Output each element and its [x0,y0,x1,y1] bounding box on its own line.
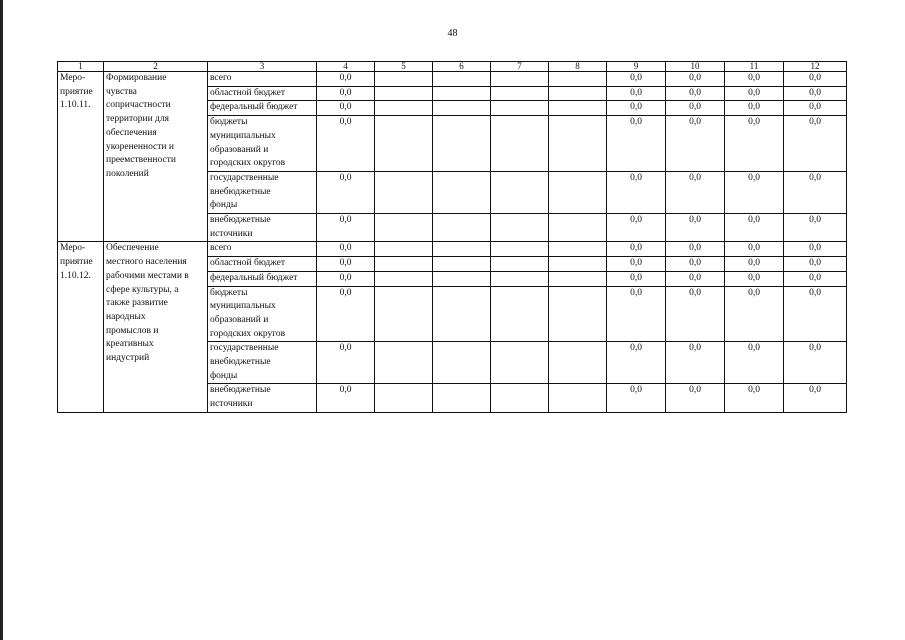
value-cell: 0,0 [607,257,666,272]
value-cell: 0,0 [725,214,784,242]
value-cell [549,214,607,242]
column-number: 5 [375,62,433,72]
value-cell [549,86,607,101]
value-cell: 0,0 [317,72,375,87]
column-number: 7 [491,62,549,72]
value-cell [375,86,433,101]
column-number: 10 [666,62,725,72]
value-cell [549,286,607,342]
table-row [58,72,847,87]
value-cell: 0,0 [317,171,375,213]
value-cell: 0,0 [666,72,725,87]
value-cell: 0,0 [725,384,784,412]
value-cell [433,271,491,286]
value-cell [375,116,433,172]
value-cell: 0,0 [317,342,375,384]
value-cell: 0,0 [666,86,725,101]
page-number: 48 [447,28,458,39]
value-cell: 0,0 [725,257,784,272]
value-cell [491,72,549,87]
value-cell [491,214,549,242]
value-cell: 0,0 [725,286,784,342]
value-cell: 0,0 [666,257,725,272]
value-cell [549,242,607,257]
value-cell: 0,0 [784,101,847,116]
column-number: 8 [549,62,607,72]
funding-source: федеральный бюджет [208,271,317,286]
value-cell [549,171,607,213]
funding-source: всего [208,72,317,87]
budget-table [57,61,847,413]
value-cell: 0,0 [725,171,784,213]
value-cell: 0,0 [607,72,666,87]
value-cell: 0,0 [784,86,847,101]
value-cell: 0,0 [317,214,375,242]
value-cell [549,342,607,384]
value-cell [491,101,549,116]
value-cell: 0,0 [784,242,847,257]
value-cell: 0,0 [784,286,847,342]
value-cell [433,72,491,87]
value-cell [433,214,491,242]
value-cell: 0,0 [607,242,666,257]
value-cell [433,384,491,412]
value-cell [549,257,607,272]
column-number: 2 [104,62,208,72]
value-cell: 0,0 [666,384,725,412]
value-cell: 0,0 [784,214,847,242]
table-row [58,242,847,257]
value-cell: 0,0 [317,86,375,101]
value-cell: 0,0 [317,286,375,342]
value-cell: 0,0 [666,116,725,172]
measure-name: Меро- приятие 1.10.11. [58,72,104,242]
value-cell [375,101,433,116]
value-cell [375,242,433,257]
value-cell: 0,0 [607,171,666,213]
value-cell: 0,0 [607,342,666,384]
funding-source: всего [208,242,317,257]
value-cell: 0,0 [317,242,375,257]
value-cell: 0,0 [666,271,725,286]
value-cell: 0,0 [784,257,847,272]
value-cell [491,242,549,257]
value-cell: 0,0 [725,101,784,116]
value-cell: 0,0 [607,271,666,286]
funding-source: федеральный бюджет [208,101,317,116]
value-cell [375,257,433,272]
funding-source: государственные внебюджетные фонды [208,342,317,384]
column-number: 11 [725,62,784,72]
value-cell [549,271,607,286]
value-cell: 0,0 [317,384,375,412]
value-cell [433,342,491,384]
funding-source: областной бюджет [208,257,317,272]
value-cell: 0,0 [725,72,784,87]
value-cell [375,342,433,384]
value-cell: 0,0 [317,257,375,272]
value-cell: 0,0 [725,86,784,101]
value-cell [491,271,549,286]
value-cell [375,72,433,87]
value-cell: 0,0 [784,72,847,87]
value-cell [491,342,549,384]
value-cell [433,257,491,272]
value-cell: 0,0 [725,242,784,257]
value-cell [433,116,491,172]
value-cell [491,384,549,412]
value-cell: 0,0 [784,342,847,384]
value-cell: 0,0 [607,116,666,172]
value-cell: 0,0 [607,384,666,412]
funding-source: внебюджетные источники [208,384,317,412]
value-cell [433,171,491,213]
value-cell: 0,0 [666,171,725,213]
value-cell [375,286,433,342]
measure-description: Формирование чувства сопричастности территории для обеспечения укорененности и преемственности поколений [104,72,208,242]
funding-source: бюджеты муниципальных образований и городских округов [208,116,317,172]
column-number: 1 [58,62,104,72]
value-cell: 0,0 [607,286,666,342]
value-cell [549,384,607,412]
funding-source: государственные внебюджетные фонды [208,171,317,213]
page-edge-line [0,0,3,640]
value-cell: 0,0 [725,271,784,286]
column-number: 9 [607,62,666,72]
value-cell: 0,0 [666,242,725,257]
value-cell [433,101,491,116]
funding-source: бюджеты муниципальных образований и городских округов [208,286,317,342]
value-cell [491,86,549,101]
value-cell [433,286,491,342]
funding-source: областной бюджет [208,86,317,101]
value-cell: 0,0 [725,116,784,172]
value-cell: 0,0 [666,214,725,242]
column-number: 3 [208,62,317,72]
value-cell [491,286,549,342]
value-cell: 0,0 [784,384,847,412]
value-cell: 0,0 [317,271,375,286]
funding-source: внебюджетные источники [208,214,317,242]
value-cell [375,214,433,242]
value-cell [549,116,607,172]
value-cell: 0,0 [607,101,666,116]
value-cell [433,86,491,101]
value-cell [491,116,549,172]
column-number: 12 [784,62,847,72]
value-cell [549,101,607,116]
value-cell [433,242,491,257]
value-cell: 0,0 [725,342,784,384]
value-cell [491,257,549,272]
measure-description: Обеспечение местного населения рабочими местами в сфере культуры, а также развитие народных промыслов и креативных индустрий [104,242,208,412]
value-cell [375,271,433,286]
value-cell [549,72,607,87]
value-cell: 0,0 [317,101,375,116]
value-cell: 0,0 [607,214,666,242]
value-cell [375,384,433,412]
value-cell: 0,0 [666,101,725,116]
value-cell: 0,0 [607,86,666,101]
value-cell: 0,0 [784,171,847,213]
column-number-row [58,62,847,72]
value-cell: 0,0 [784,271,847,286]
value-cell: 0,0 [666,342,725,384]
value-cell [375,171,433,213]
value-cell [491,171,549,213]
column-number: 4 [317,62,375,72]
table-body [58,62,847,413]
measure-name: Меро- приятие 1.10.12. [58,242,104,412]
value-cell: 0,0 [666,286,725,342]
column-number: 6 [433,62,491,72]
value-cell: 0,0 [784,116,847,172]
value-cell: 0,0 [317,116,375,172]
